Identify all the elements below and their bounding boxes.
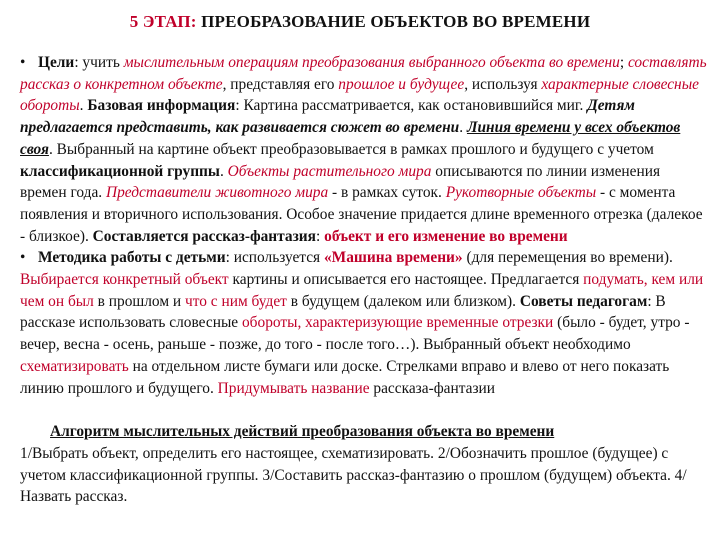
goals-highlight: Рукотворные объекты [445,184,597,202]
method-label: Методика работы с детьми [38,249,226,267]
goals-highlight: мыслительным операциям преобразования выбранного объекта во времени [123,54,620,71]
goals-text: : Картина рассматривается, как остановившийся миг. [235,97,588,115]
slide-title [0,12,720,32]
method-highlight: Выбирается конкретный объект [20,271,229,289]
method-highlight: обороты, характеризующие временные отрезки [241,314,554,332]
goals-emphasis: Детям предлагается представить, как развивается сюжет во времени [20,97,635,137]
goals-text: . Выбранный на картине объект преобразовывается в рамках прошлого и будущего с учетом [48,140,654,158]
bullet-icon: • [20,54,26,71]
method-text: рассказа-фантазии [369,379,496,397]
goals-text: . [459,119,467,137]
method-text: в прошлом и [93,292,185,310]
goals-bold: Составляется рассказ-фантазия [92,227,316,245]
goals-highlight: характерные словесные обороты [20,75,699,115]
method-text: : В рассказе использовать словесные [20,292,666,332]
stage-number: 5 ЭТАП: [129,12,197,31]
method-highlight: Придумывать название [217,379,370,397]
goals-text: : учить [74,54,124,71]
goals-text: . [219,162,228,180]
teacher-advice-label: Советы педагогам [519,292,648,310]
time-line-emphasis: Линия времени у всех объектов своя [20,119,681,158]
method-text: : используется [225,249,324,267]
goals-text: - в рамках суток. [328,184,446,202]
method-text: (было - будет, утро - вечер, весна - осень, раньше - позже, до того - после того…). Выбранный объект необходимо [20,314,690,354]
goals-text: . [79,97,88,115]
goals-text: , используя [464,75,542,93]
goals-text: ; [619,54,628,71]
goals-text: - с момента появления и вторичного использования. Особое значение придается длине временного отрезка (далекое - близкое). [20,184,703,245]
method-highlight: схематизировать [20,357,129,375]
goals-bold: классификационной группы [20,162,220,180]
goals-text: : [316,227,325,245]
slide-body [20,52,710,508]
algorithm-steps: 1/Выбрать объект, определить его настоящее, схематизировать. 2/Обозначить прошлое (будущее) с учетом классификационной группы. 3/Составить рассказ-фантазию о прошлом (будущем) объекта. 4/Назвать рассказ. [20,444,687,506]
goals-text: , представляя его [222,75,339,93]
goals-highlight: Объекты растительного мира [227,162,432,180]
goals-text: описываются по линии изменения времен года. [20,162,661,202]
method-paragraph [20,247,710,399]
stage-name: ПРЕОБРАЗОВАНИЕ ОБЪЕКТОВ ВО ВРЕМЕНИ [201,12,591,31]
goals-highlight-bold: объект и его изменение во времени [324,227,568,245]
method-highlight: подумать, кем или чем он был [20,271,704,310]
base-info-label: Базовая информация [87,97,236,115]
algorithm-paragraph [20,421,710,508]
goals-label: Цели [38,54,75,71]
time-machine-term: «Машина времени» [323,249,463,267]
bullet-icon: • [20,249,26,267]
method-highlight: что с ним будет [185,292,287,310]
goals-highlight: прошлое и будущее [338,75,465,93]
goals-paragraph [20,52,710,247]
algorithm-heading: Алгоритм мыслительных действий преобразования объекта во времени [50,423,555,441]
method-text: в будущем (далеком или близком). [286,292,520,310]
method-text: (для перемещения во времени). [462,249,673,267]
method-text: на отдельном листе бумаги или доске. Стрелками вправо и влево от него показать линию прошлого и будущего. [20,357,670,397]
method-text: картины и описывается его настоящее. Предлагается [228,271,584,289]
goals-highlight: составлять рассказ о конкретном объекте [20,54,707,93]
goals-highlight: Представители животного мира [106,184,329,202]
